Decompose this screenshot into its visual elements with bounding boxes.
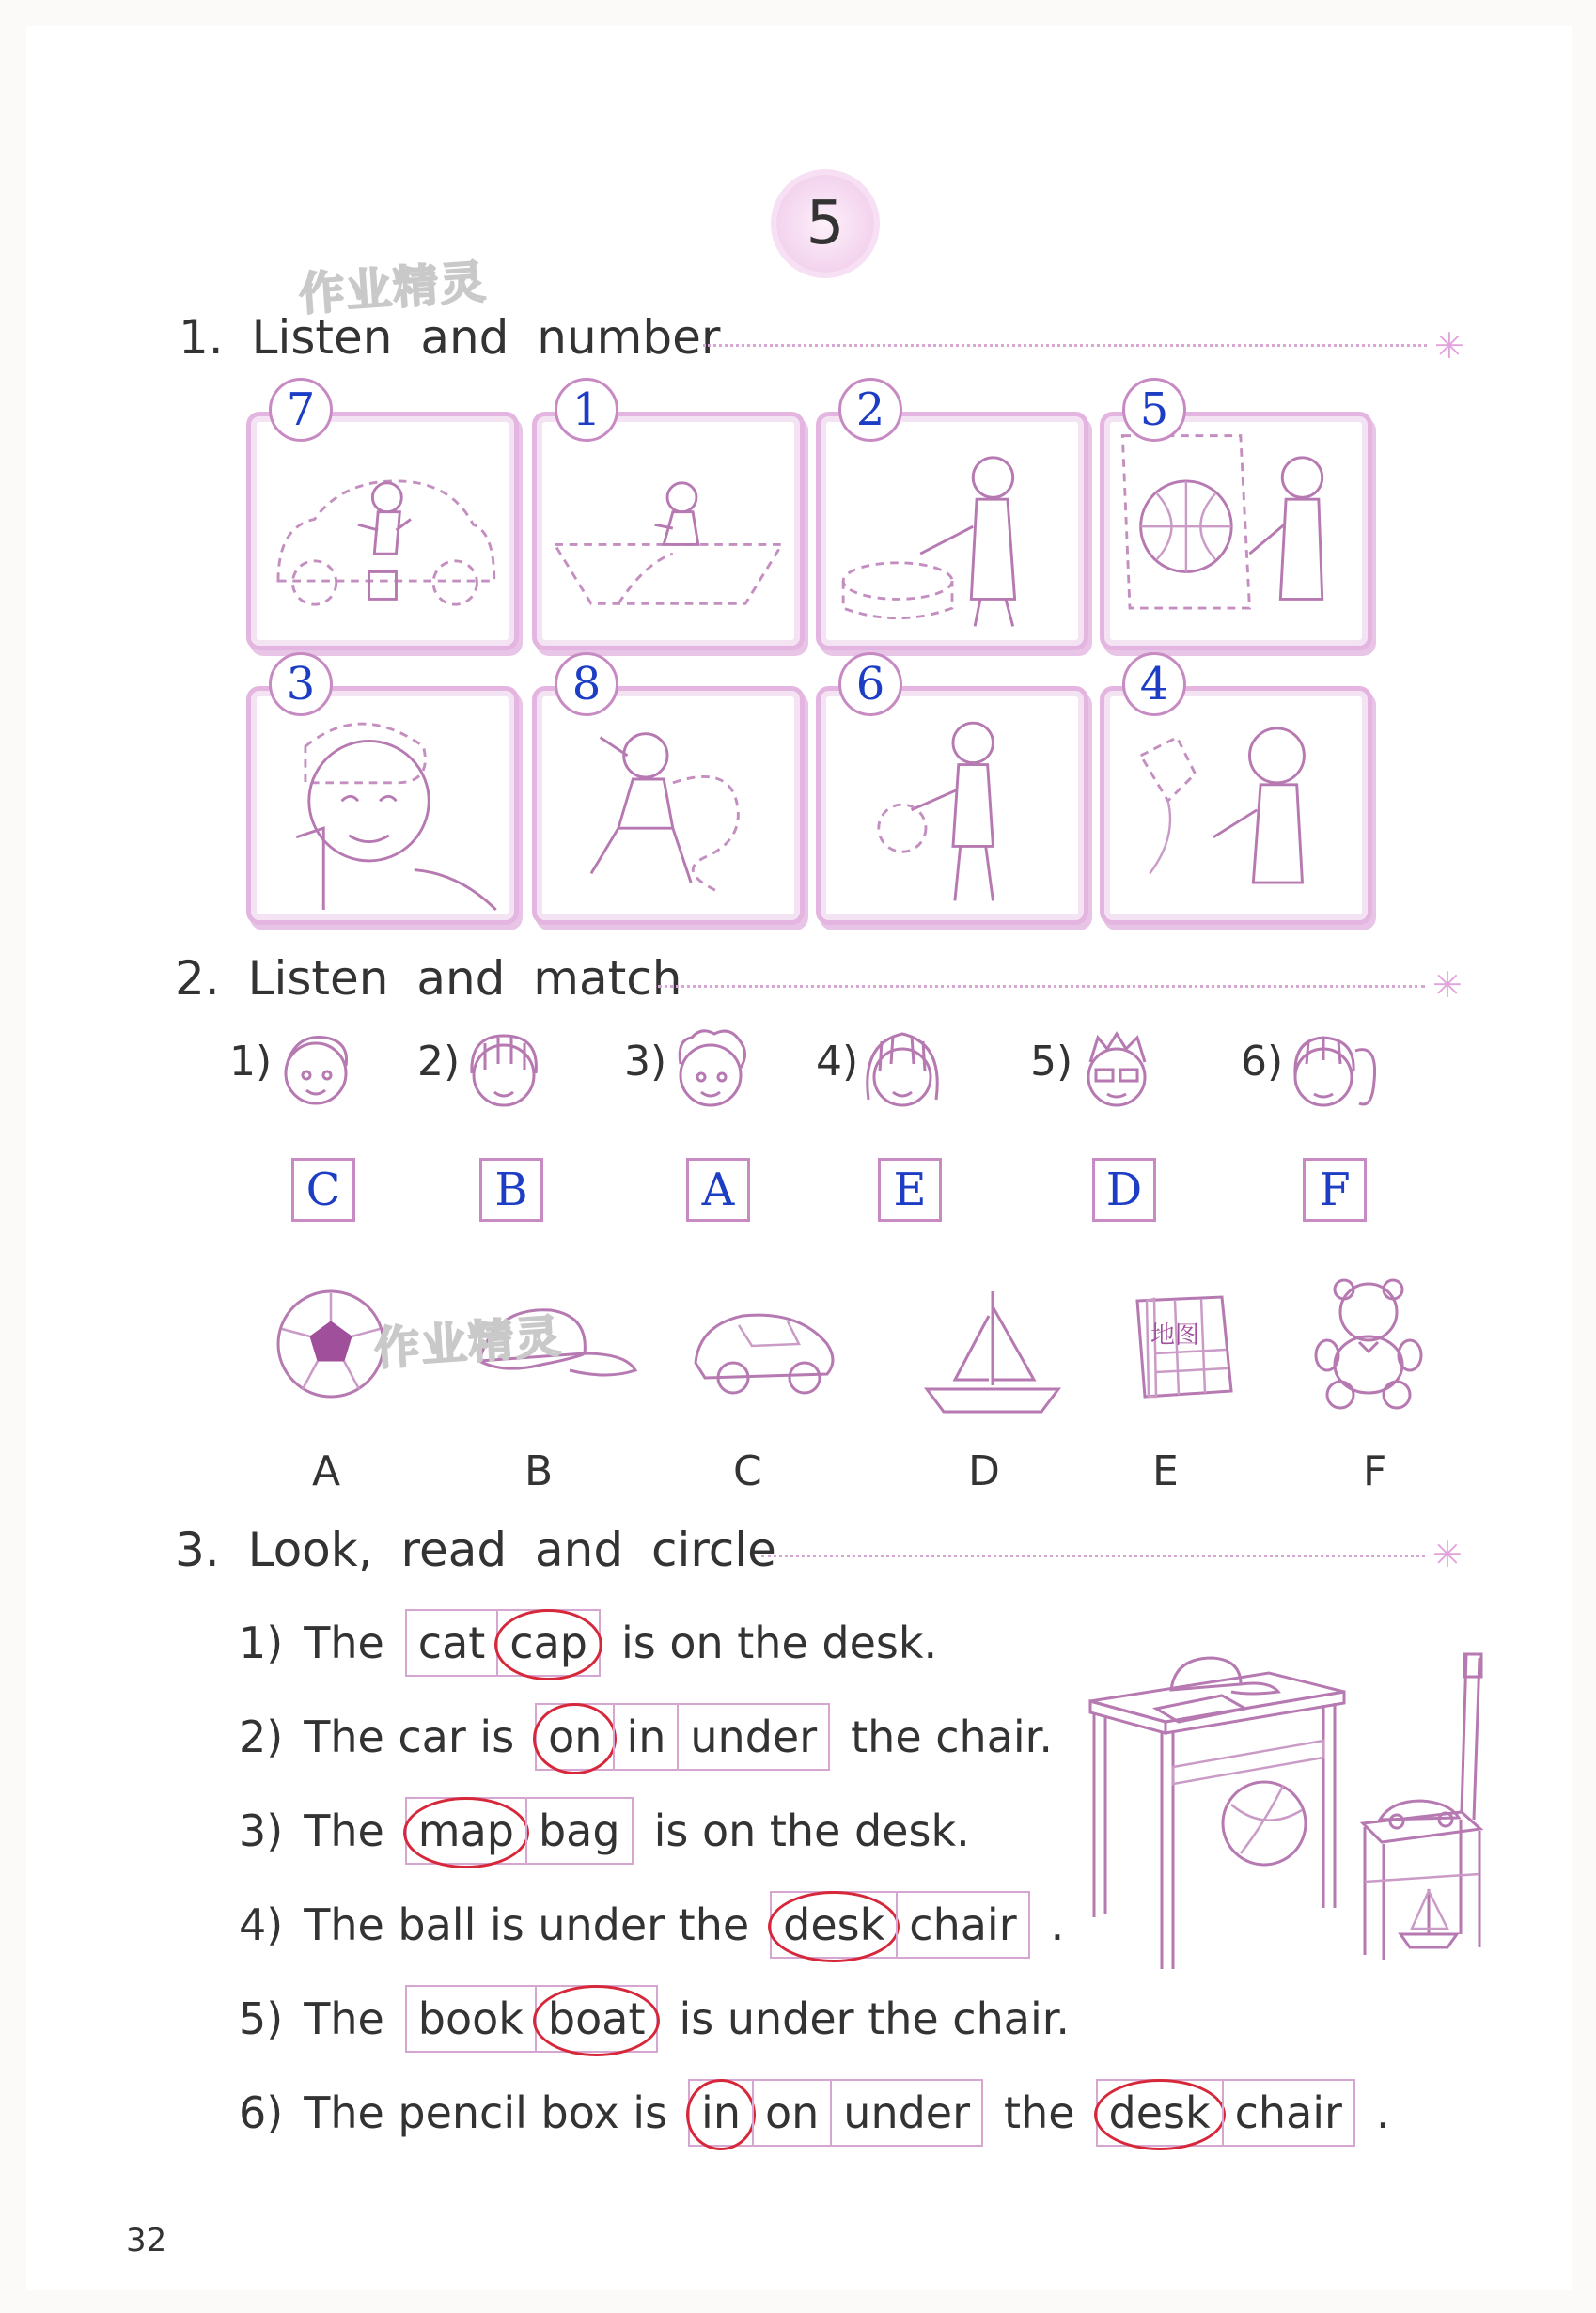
sentence-text: the chair. <box>851 1711 1053 1762</box>
page-number: 32 <box>126 2222 167 2259</box>
choice-group <box>770 1891 1029 1959</box>
picture-card <box>532 412 805 650</box>
teddy-bear-icon <box>1312 1278 1491 1423</box>
section1-heading: 1. Listen and number <box>179 310 721 365</box>
sentence-text: The pencil box is <box>304 2087 668 2138</box>
sentence-text: The ball is under the <box>304 1899 750 1950</box>
object-letter: E <box>1152 1447 1179 1495</box>
sailboat-icon <box>917 1288 1096 1432</box>
sentence-row <box>239 2079 1411 2147</box>
unit-badge <box>776 175 874 273</box>
boy-wearing-cap-icon <box>251 691 514 920</box>
choice-group <box>405 1985 659 2053</box>
map-icon <box>1128 1288 1307 1432</box>
object-letter: C <box>733 1447 762 1495</box>
sentence-row <box>239 1703 1073 1771</box>
choice[interactable]: under <box>830 2081 981 2145</box>
answer-number: 8 <box>555 652 618 716</box>
choice-group <box>1096 2079 1355 2147</box>
sentence-text: is on the desk. <box>653 1805 970 1856</box>
picture-card <box>246 412 519 650</box>
choice[interactable]: chair <box>896 1893 1027 1957</box>
sentence-number: 6) <box>239 2087 284 2138</box>
picture-card <box>816 412 1088 650</box>
picture-card <box>1100 412 1372 650</box>
boy-rowing-boat-icon <box>537 416 800 646</box>
sentence-text: The <box>304 1618 384 1668</box>
answer-letter-box: D <box>1092 1158 1156 1222</box>
answer-letter-box: A <box>686 1158 750 1222</box>
boy-with-kite-icon <box>1104 691 1368 920</box>
boy-driving-car-icon <box>251 416 514 646</box>
answer-letter-box: B <box>479 1158 543 1222</box>
choice[interactable]: in <box>613 1705 677 1769</box>
sparkle-icon: ✳ <box>1432 964 1463 1006</box>
picture-card <box>532 686 805 925</box>
sentence-row <box>239 1609 958 1677</box>
girl-face-icon <box>855 1024 959 1132</box>
object-letter: B <box>524 1447 554 1495</box>
sentence-number: 2) <box>239 1711 284 1762</box>
boy-with-map-icon <box>1104 416 1368 646</box>
sentence-text: The car is <box>304 1711 515 1762</box>
circled-choice[interactable]: map <box>407 1799 525 1863</box>
heading-dotted-line <box>761 1555 1425 1557</box>
boy-face-icon <box>269 1024 372 1132</box>
boy-face-icon <box>457 1024 560 1132</box>
answer-letter-box: C <box>291 1158 355 1222</box>
heading-dotted-line <box>658 985 1425 988</box>
choice[interactable]: chair <box>1222 2081 1353 2145</box>
sentence-text: . <box>1050 1899 1065 1950</box>
answer-letter-box: E <box>878 1158 942 1222</box>
answer-number: 4 <box>1122 652 1186 716</box>
person-label: 4) <box>816 1038 859 1086</box>
answer-number: 7 <box>269 378 333 442</box>
section3-heading: 3. Look, read and circle <box>175 1523 776 1577</box>
circled-choice[interactable]: desk <box>772 1893 896 1957</box>
person-label: 3) <box>624 1038 667 1086</box>
circled-choice[interactable]: desk <box>1098 2081 1222 2145</box>
boy-cutting-cake-icon <box>821 416 1084 646</box>
person-label: 2) <box>417 1038 461 1086</box>
choice-group <box>405 1609 601 1677</box>
answer-number: 5 <box>1122 378 1186 442</box>
object-letter: D <box>968 1447 1000 1495</box>
answer-number: 6 <box>838 652 902 716</box>
section2-heading: 2. Listen and match <box>175 951 682 1006</box>
choice-group <box>405 1797 634 1865</box>
person-label: 6) <box>1241 1038 1284 1086</box>
boy-glasses-face-icon <box>1070 1024 1173 1132</box>
sentence-number: 1) <box>239 1618 284 1668</box>
sparkle-icon: ✳ <box>1434 325 1464 367</box>
toy-car-icon <box>686 1288 865 1432</box>
choice[interactable]: under <box>677 1705 828 1769</box>
circled-choice[interactable]: boat <box>535 1987 657 2051</box>
sentence-text: is under the chair. <box>679 1993 1071 2044</box>
sentence-number: 3) <box>239 1805 284 1856</box>
boy-with-ball-icon <box>821 691 1084 920</box>
choice[interactable]: book <box>417 1993 524 2044</box>
boy-flying-kite-icon <box>537 691 800 920</box>
sentence-text: The <box>304 1805 384 1856</box>
map-label: 地图 <box>1150 1321 1200 1350</box>
girl-ponytail-face-icon <box>1280 1024 1384 1132</box>
watermark: 作业精灵 <box>297 256 490 321</box>
sentence-number: 5) <box>239 1993 284 2044</box>
sentence-text: The <box>304 1993 384 2044</box>
unit-number: 5 <box>806 189 845 258</box>
circled-choice[interactable]: in <box>690 2081 752 2145</box>
sentence-row <box>239 1797 991 1865</box>
heading-dotted-line <box>703 344 1427 347</box>
answer-number: 1 <box>555 378 618 442</box>
watermark: 作业精灵 <box>372 1310 565 1376</box>
answer-number: 3 <box>269 652 333 716</box>
choice-group <box>688 2079 983 2147</box>
person-label: 1) <box>229 1038 273 1086</box>
circled-choice[interactable]: on <box>537 1705 613 1769</box>
choice[interactable]: cat <box>417 1618 486 1668</box>
picture-card <box>816 686 1088 925</box>
choice-group <box>535 1703 830 1771</box>
sparkle-icon: ✳ <box>1432 1534 1463 1575</box>
boy-curly-face-icon <box>664 1024 767 1132</box>
answer-number: 2 <box>838 378 902 442</box>
object-letter: F <box>1363 1447 1387 1495</box>
object-letter: A <box>312 1447 341 1495</box>
sentence-row <box>239 1891 1085 1959</box>
circled-choice[interactable]: cap <box>496 1611 599 1675</box>
choice[interactable]: bag <box>525 1799 632 1863</box>
sentence-text: is on the desk. <box>620 1618 938 1668</box>
sentence-row <box>239 1985 1090 2053</box>
sentence-text: . <box>1375 2087 1390 2138</box>
picture-card <box>1100 686 1372 925</box>
answer-letter-box: F <box>1303 1158 1367 1222</box>
person-label: 5) <box>1030 1038 1073 1086</box>
choice[interactable]: on <box>752 2081 830 2145</box>
sentence-number: 4) <box>239 1899 284 1950</box>
desk-and-chair-scene-icon <box>1081 1635 1513 1974</box>
picture-card <box>246 686 519 925</box>
sentence-text: the <box>1004 2087 1075 2138</box>
